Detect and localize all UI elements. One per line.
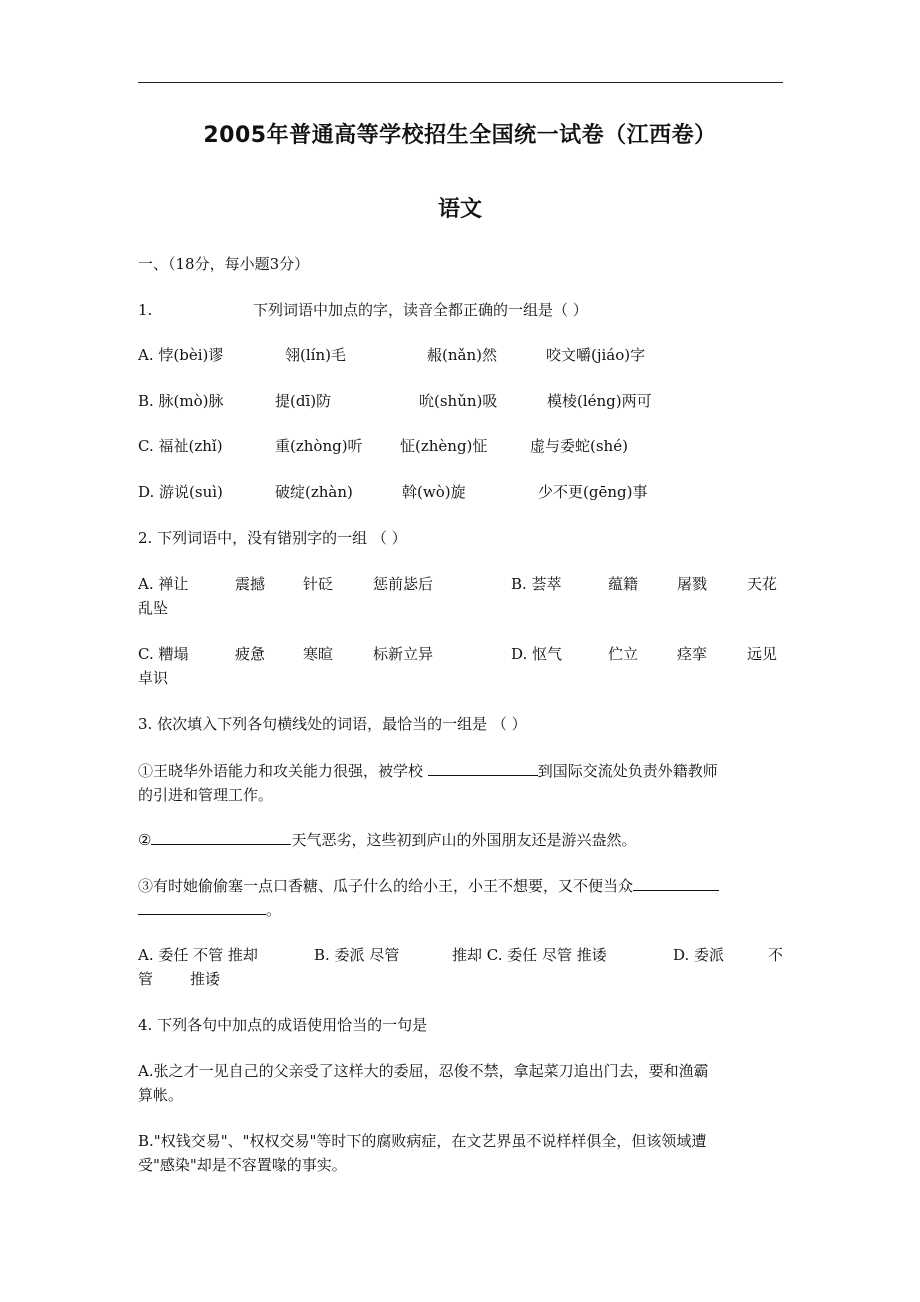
q2-word: 震撼 xyxy=(235,575,266,593)
q3-option: 推诿 xyxy=(190,970,221,988)
q3-stem: 3. 依次填入下列各句横线处的词语，最恰当的一组是 （ ） xyxy=(138,715,527,733)
q1-text: 下列词语中加点的字，读音全都正确的一组是（ ） xyxy=(253,301,588,319)
q3-option: A. 委任 不管 推却 xyxy=(138,946,258,964)
q3-sentence-1 xyxy=(138,759,788,783)
q4-stem: 4. 下列各句中加点的成语使用恰当的一句是 xyxy=(138,1016,428,1034)
q3-s2-text-a: ② xyxy=(138,831,152,849)
q2-stem: 2. 下列词语中，没有错别字的一组 （ ） xyxy=(138,529,407,547)
q4-option-b-line2: 受"感染"却是不容置喙的事实。 xyxy=(138,1156,347,1174)
q3-option: 不 xyxy=(768,946,784,964)
q3-s1-text-a: ①王晓华外语能力和攻关能力很强，被学校 xyxy=(138,762,428,780)
q1-option: 咬文嚼(jiáo)字 xyxy=(546,346,646,364)
q1-option: 翎(lín)毛 xyxy=(285,346,346,364)
q3-option: B. 委派 尽管 xyxy=(314,946,400,964)
q2-word: 伫立 xyxy=(608,645,639,663)
header-rule xyxy=(138,82,783,83)
section-heading: 一、（18分，每小题3分） xyxy=(138,255,310,273)
q1-option: 斡(wò)旋 xyxy=(402,483,466,501)
q1-option: 吮(shǔn)吸 xyxy=(419,392,498,410)
q2-word: 痉挛 xyxy=(677,645,708,663)
fill-blank[interactable] xyxy=(428,759,538,776)
q1-option: B. 脉(mò)脉 xyxy=(138,392,224,410)
q1-option: 少不更(gēng)事 xyxy=(538,483,648,501)
q2-word: 疲惫 xyxy=(235,645,266,663)
q3-sentence-2 xyxy=(138,828,788,852)
fill-blank[interactable] xyxy=(633,874,719,891)
q3-s2-text-b: 天气恶劣，这些初到庐山的外国朋友还是游兴盎然。 xyxy=(291,831,637,849)
q1-option: 提(dī)防 xyxy=(275,392,332,410)
q3-s3-text-a: ③有时她偷偷塞一点口香糖、瓜子什么的给小王，小王不想要，又不便当众 xyxy=(138,877,634,895)
q4-option-b-line1: B."权钱交易"、"权权交易"等时下的腐败病症，在文艺界虽不说样样俱全，但该领域遭 xyxy=(138,1132,707,1150)
subject-title: 语文 xyxy=(437,197,482,222)
fill-blank[interactable] xyxy=(151,828,291,845)
q2-word: C. 糟塌 xyxy=(138,645,189,663)
q3-sentence-3-cont xyxy=(138,898,788,922)
q2-word: D. 怄气 xyxy=(511,645,563,663)
q3-option: D. 委派 xyxy=(673,946,725,964)
q2-word: A. 禅让 xyxy=(138,575,189,593)
q2-row-cd-wrap: 卓识 xyxy=(138,669,169,687)
q3-s3-text-c: 。 xyxy=(266,901,282,919)
q1-option: 模棱(léng)两可 xyxy=(547,392,652,410)
q1-option: 破绽(zhàn) xyxy=(275,483,353,501)
q2-word: 屠戮 xyxy=(677,575,708,593)
q1-option: 重(zhòng)听 xyxy=(275,437,363,455)
q2-word: 天花 xyxy=(747,575,778,593)
exam-title: 2005年普通高等学校招生全国统一试卷（江西卷） xyxy=(203,123,717,148)
q1-option: 怔(zhèng)怔 xyxy=(400,437,488,455)
q1-option: C. 福祉(zhǐ) xyxy=(138,437,223,455)
q2-row-ab-wrap: 乱坠 xyxy=(138,599,169,617)
q3-option: 管 xyxy=(138,970,154,988)
fill-blank[interactable] xyxy=(138,898,266,915)
q1-option: D. 游说(suì) xyxy=(138,483,223,501)
q2-word: 远见 xyxy=(747,645,778,663)
q2-word: 惩前毖后 xyxy=(373,575,434,593)
q3-option: 推却 C. 委任 尽管 推诿 xyxy=(452,946,607,964)
q2-word: 寒暄 xyxy=(303,645,334,663)
q1-option: A. 悖(bèi)谬 xyxy=(138,346,224,364)
q2-word: 针砭 xyxy=(303,575,334,593)
q3-sentence-1-cont: 的引进和管理工作。 xyxy=(138,786,274,804)
q1-number: 1. xyxy=(138,301,153,319)
q2-word: 标新立异 xyxy=(373,645,434,663)
q3-s1-text-b: 到国际交流处负责外籍教师 xyxy=(537,762,718,780)
q4-option-a-line1: A.张之才一见自己的父亲受了这样大的委屈，忍俊不禁，拿起菜刀追出门去，要和渔霸 xyxy=(138,1062,709,1080)
q3-sentence-3 xyxy=(138,874,788,898)
q1-option: 赧(nǎn)然 xyxy=(427,346,497,364)
q2-word: B. 荟萃 xyxy=(511,575,562,593)
q1-option: 虚与委蛇(shé) xyxy=(530,437,628,455)
q2-word: 蕴籍 xyxy=(608,575,639,593)
q4-option-a-line2: 算帐。 xyxy=(138,1086,184,1104)
